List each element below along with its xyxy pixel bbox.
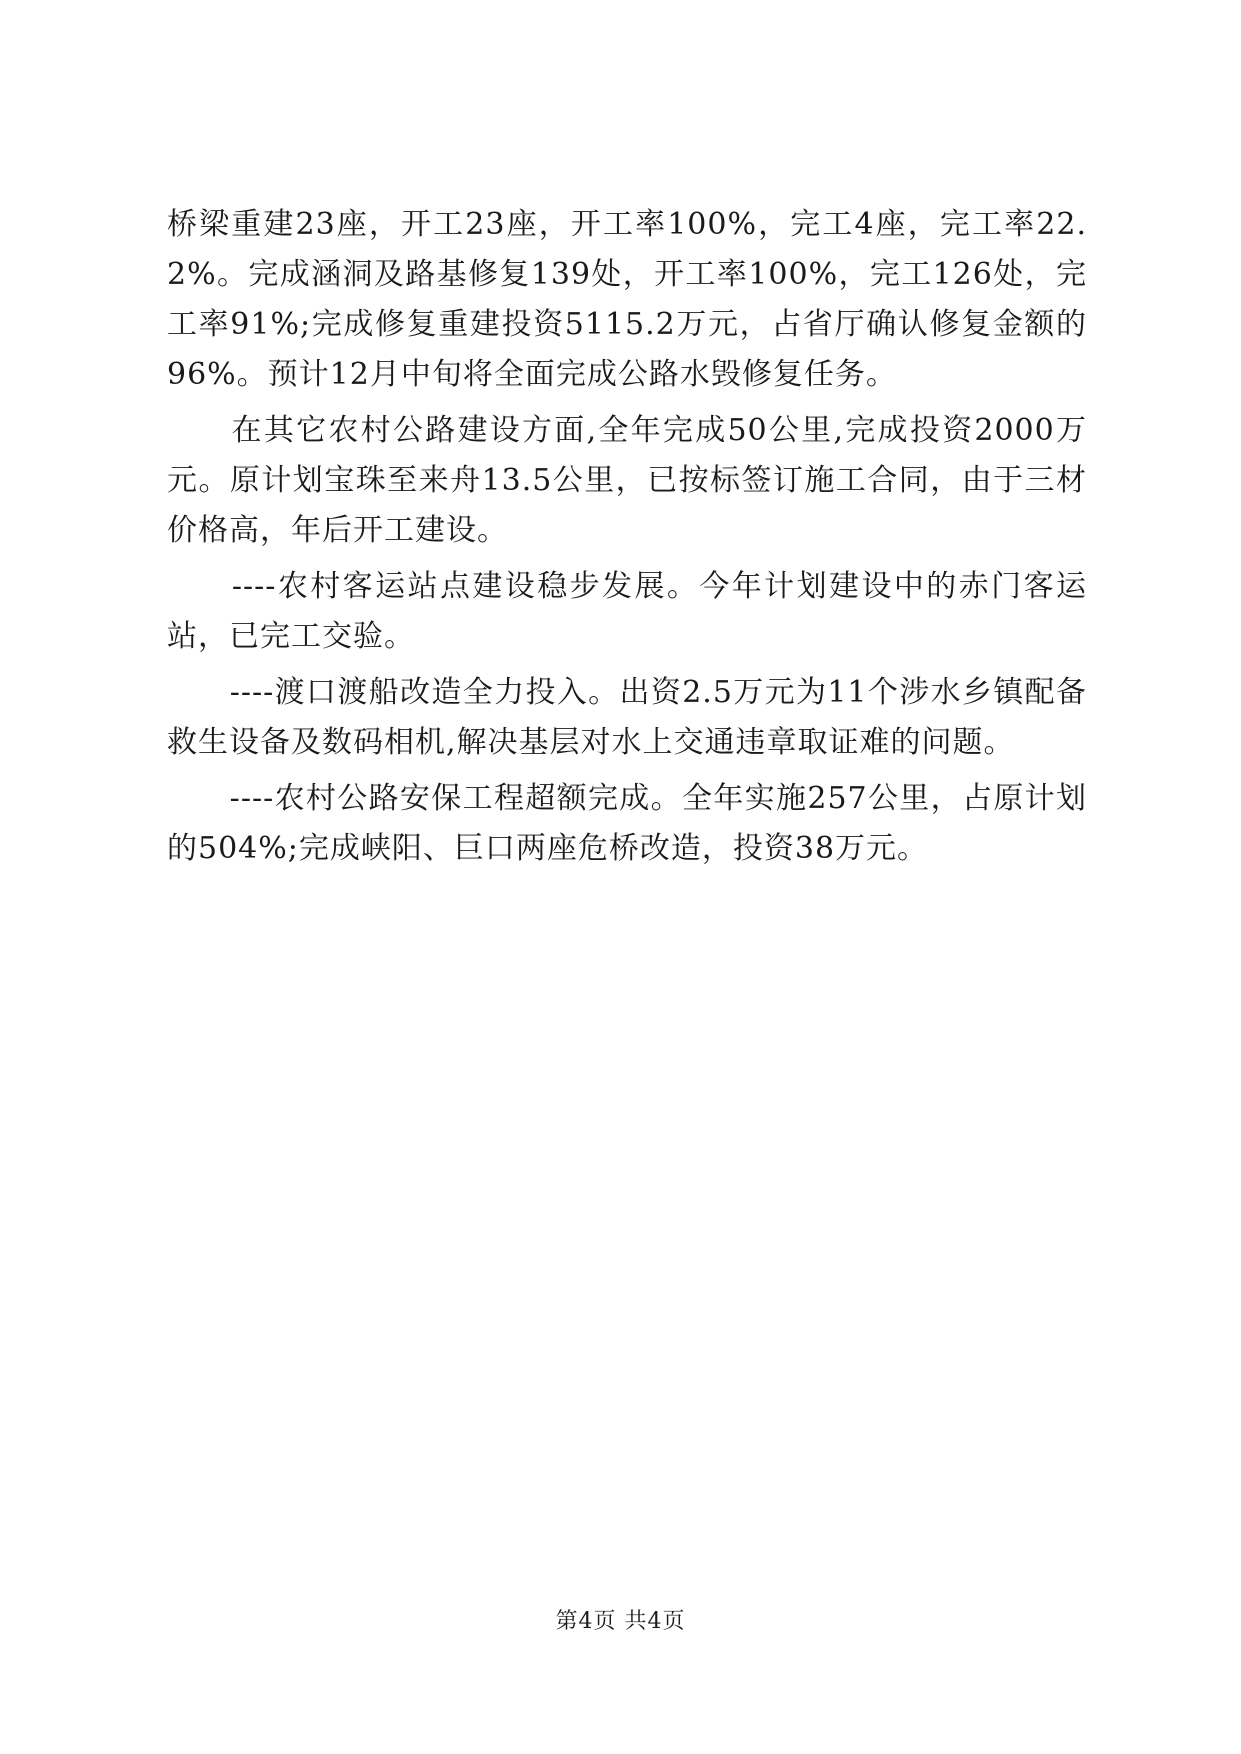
paragraph-road-safety-project: ----农村公路安保工程超额完成。全年实施257公里，占原计划的504%;完成峡阳、巨口两座危桥改造，投资38万元。 bbox=[167, 781, 1087, 866]
paragraph-rural-road-construction: 在其它农村公路建设方面,全年完成50公里,完成投资2000万元。原计划宝珠至来舟13.5公里，已按标签订施工合同，由于三材价格高，年后开工建设。 bbox=[167, 413, 1087, 548]
page-footer: 第4页 共4页 bbox=[555, 1609, 686, 1634]
paragraph-ferry-renovation: ----渡口渡船改造全力投入。出资2.5万元为11个涉水乡镇配备救生设备及数码相机,解决基层对水上交通违章取证难的问题。 bbox=[167, 675, 1087, 760]
paragraph-passenger-station: ----农村客运站点建设稳步发展。今年计划建设中的赤门客运站，已完工交验。 bbox=[167, 569, 1087, 654]
document-body bbox=[167, 200, 1087, 874]
paragraph-bridge-repair: 桥梁重建23座，开工23座，开工率100%，完工4座，完工率22.2%。完成涵洞及路基修复139处，开工率100%，完工126处，完工率91%;完成修复重建投资5115.2万元，占省厅确认修复金额的96%。预计12月中旬将全面完成公路水毁修复任务。 bbox=[167, 207, 1087, 392]
